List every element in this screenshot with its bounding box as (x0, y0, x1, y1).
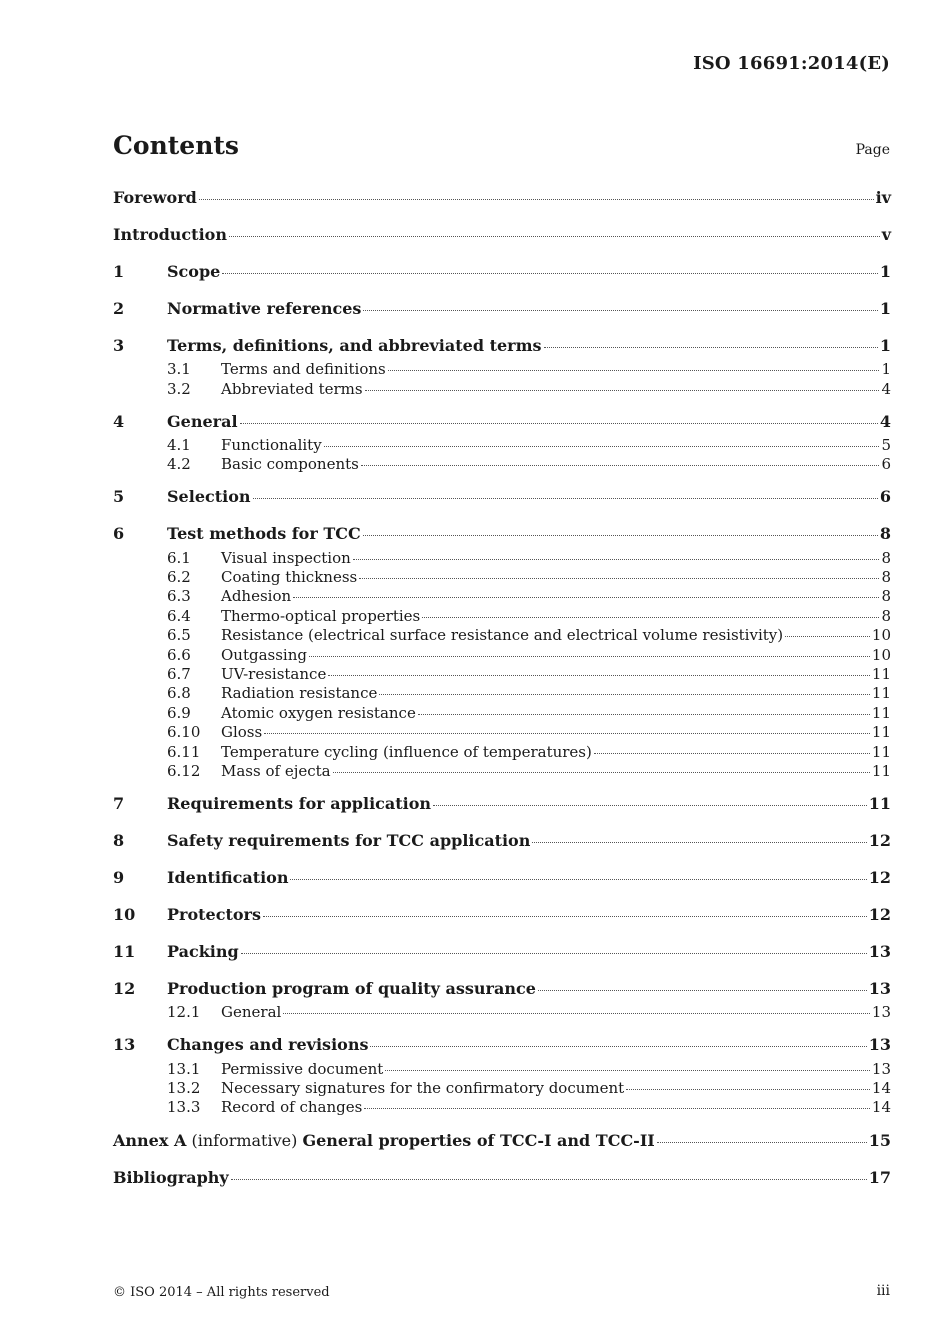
dot-leader (363, 531, 878, 536)
toc-entry-title: Bibliography (113, 1167, 229, 1187)
toc-page-number: 14 (871, 1079, 891, 1097)
toc-entry-number: 6.11 (167, 742, 201, 761)
toc-entry[interactable] (113, 1031, 891, 1059)
toc-subentry[interactable] (113, 1098, 891, 1117)
dot-leader (353, 555, 880, 560)
toc-page-number: 13 (871, 1059, 891, 1078)
dot-leader (370, 1042, 866, 1047)
toc-page-number: 13 (868, 1035, 891, 1055)
toc-entry-title: Basic components (221, 455, 359, 474)
toc-subentry[interactable] (113, 360, 891, 379)
toc-subentry[interactable] (113, 455, 891, 474)
toc-entry-number: 7 (113, 794, 125, 814)
toc-entry-title: Introduction (113, 224, 227, 244)
toc-entry-title: Selection (167, 487, 251, 507)
dot-leader (333, 768, 870, 773)
toc-page-number: 11 (871, 703, 891, 722)
toc-entry[interactable] (113, 1164, 891, 1192)
toc-subentry[interactable] (113, 587, 891, 606)
toc-page-number: 11 (871, 684, 891, 703)
toc-entry-title: Permissive document (221, 1059, 384, 1078)
toc-page-number: 13 (868, 979, 891, 999)
toc-subentry[interactable] (113, 1079, 891, 1098)
toc-entry-number: 6.5 (167, 626, 191, 645)
toc-entry-number: 6.10 (167, 723, 201, 742)
document-id: ISO 16691:2014(E) (693, 53, 890, 74)
toc-subentry[interactable] (113, 646, 891, 665)
toc-entry-title: Production program of quality assurance (167, 979, 536, 999)
toc-page-number: 8 (881, 568, 891, 587)
toc-page-number: 1 (881, 360, 891, 379)
toc-entry-title: Scope (167, 261, 221, 281)
toc-entry-title: Atomic oxygen resistance (221, 703, 416, 722)
toc-page-number: 10 (871, 645, 891, 664)
toc-entry[interactable] (113, 938, 891, 966)
page-title: Contents (113, 131, 240, 160)
toc-entry[interactable] (113, 864, 891, 892)
toc-subentry[interactable] (113, 665, 891, 684)
toc-entry-title: Radiation resistance (221, 684, 378, 703)
toc-entry-title: Coating thickness (221, 568, 358, 587)
dot-leader (290, 875, 866, 880)
toc-entry-title: Requirements for application (167, 794, 432, 814)
toc-entry[interactable] (113, 1127, 891, 1155)
toc-page-number: 8 (881, 606, 891, 625)
toc-entry-number: 6.2 (167, 568, 191, 587)
toc-subentry[interactable] (113, 436, 891, 455)
table-of-contents (113, 184, 891, 1192)
dot-leader (385, 1066, 870, 1071)
dot-leader (363, 306, 877, 311)
toc-entry-number: 12.1 (167, 1003, 201, 1022)
dot-leader (361, 461, 880, 466)
toc-entry-title: Protectors (167, 905, 261, 925)
toc-entry-number: 6.12 (167, 761, 201, 780)
toc-entry-title: Temperature cycling (influence of temperatures) (221, 742, 592, 761)
toc-entry-title: Changes and revisions (167, 1035, 369, 1055)
dot-leader (328, 671, 870, 676)
dot-leader (364, 1104, 870, 1109)
toc-page-number: 12 (868, 868, 891, 888)
toc-entry[interactable] (113, 520, 891, 548)
toc-entry-number: 13.3 (167, 1098, 201, 1117)
toc-entry[interactable] (113, 790, 891, 818)
toc-page-number: 10 (871, 626, 891, 645)
toc-subentry[interactable] (113, 380, 891, 399)
toc-entry-number: 3.2 (167, 379, 191, 398)
dot-leader (253, 494, 878, 499)
toc-entry-number: 13 (113, 1035, 136, 1055)
toc-entry[interactable] (113, 827, 891, 855)
toc-page-number: 12 (868, 831, 891, 851)
toc-subentry[interactable] (113, 723, 891, 742)
toc-page-number: 14 (871, 1098, 891, 1117)
toc-entry-title: Terms, definitions, and abbreviated terms (167, 335, 542, 355)
dot-leader (379, 690, 870, 695)
toc-entry[interactable] (113, 408, 891, 436)
dot-leader (418, 710, 870, 715)
toc-entry-title: UV-resistance (221, 664, 327, 683)
toc-entry-number: 9 (113, 868, 125, 888)
toc-entry-title: Identification (167, 868, 289, 888)
dot-leader (240, 419, 878, 424)
toc-entry-number: 6.3 (167, 587, 191, 606)
toc-page-number: 8 (879, 524, 891, 544)
toc-subentry[interactable] (113, 1003, 891, 1022)
toc-entry-title: Mass of ejecta (221, 761, 331, 780)
toc-page-number: 6 (879, 487, 891, 507)
toc-page-number: 11 (871, 742, 891, 761)
toc-subentry[interactable] (113, 549, 891, 568)
dot-leader (264, 729, 870, 734)
dot-leader (365, 386, 880, 391)
toc-entry-title: Test methods for TCC (167, 524, 361, 544)
toc-entry-number: 6.1 (167, 548, 191, 567)
toc-entry-title: Resistance (electrical surface resistance and electrical volume resistivity) (221, 626, 784, 645)
toc-subentry[interactable] (113, 762, 891, 781)
toc-entry-number: 11 (113, 942, 136, 962)
dot-leader (283, 1009, 870, 1014)
toc-entry-title: Gloss (221, 723, 263, 742)
toc-subentry[interactable] (113, 684, 891, 703)
toc-page-number: 1 (879, 298, 891, 318)
toc-entry-number: 6.9 (167, 703, 191, 722)
toc-page-number: 5 (881, 435, 891, 454)
toc-entry-number: 4 (113, 411, 125, 431)
page-number: iii (876, 1283, 890, 1299)
toc-page-number: 17 (868, 1167, 891, 1187)
toc-entry-title: Terms and definitions (221, 360, 386, 379)
toc-entry-title: General (221, 1003, 282, 1022)
toc-entry-number: 10 (113, 905, 136, 925)
toc-entry[interactable] (113, 332, 891, 360)
toc-entry-number: 6.6 (167, 645, 191, 664)
toc-entry-title: Functionality (221, 435, 322, 454)
toc-page-number: 11 (871, 664, 891, 683)
toc-entry[interactable] (113, 901, 891, 929)
toc-entry-title: Packing (167, 942, 239, 962)
toc-entry-number: 4.2 (167, 455, 191, 474)
dot-leader (324, 442, 880, 447)
toc-page-number: 13 (871, 1003, 891, 1022)
toc-page-number: v (881, 224, 891, 244)
toc-entry-number: 6.4 (167, 606, 191, 625)
toc-entry-title: Annex A (informative) General properties of TCC-I and TCC-II (113, 1130, 655, 1150)
dot-leader (657, 1138, 867, 1143)
toc-subentry[interactable] (113, 743, 891, 762)
toc-page-number: 4 (881, 379, 891, 398)
toc-page-number: 8 (881, 548, 891, 567)
dot-leader (594, 749, 870, 754)
toc-entry-title: Thermo-optical properties (221, 606, 421, 625)
toc-entry[interactable] (113, 483, 891, 511)
toc-entry-number: 4.1 (167, 435, 191, 454)
dot-leader (544, 343, 878, 348)
dot-leader (241, 949, 867, 954)
toc-entry-title: Record of changes (221, 1098, 363, 1117)
toc-entry-number: 5 (113, 487, 125, 507)
toc-subentry[interactable] (113, 704, 891, 723)
dot-leader (231, 1175, 867, 1180)
toc-page-number: 1 (879, 335, 891, 355)
dot-leader (538, 986, 867, 991)
toc-entry[interactable] (113, 221, 891, 249)
toc-entry-number: 13.1 (167, 1059, 201, 1078)
dot-leader (263, 912, 867, 917)
toc-page-number: 11 (871, 761, 891, 780)
toc-page-number: 11 (868, 794, 891, 814)
toc-entry-title: Abbreviated terms (221, 379, 363, 398)
toc-page-number: 15 (868, 1130, 891, 1150)
toc-entry-title: Safety requirements for TCC application (167, 831, 531, 851)
toc-page-number: 13 (868, 942, 891, 962)
toc-entry[interactable] (113, 184, 891, 212)
dot-leader (229, 232, 880, 237)
toc-entry[interactable] (113, 295, 891, 323)
dot-leader (626, 1085, 870, 1090)
toc-subentry[interactable] (113, 626, 891, 645)
toc-entry-number: 2 (113, 298, 125, 318)
toc-entry-title: Foreword (113, 188, 197, 207)
toc-subentry[interactable] (113, 607, 891, 626)
dot-leader (309, 652, 870, 657)
page-column-label: Page (855, 142, 890, 158)
toc-page-number: 8 (881, 587, 891, 606)
dot-leader (388, 366, 880, 371)
toc-page-number: iv (875, 188, 891, 207)
copyright-notice: © ISO 2014 – All rights reserved (113, 1285, 330, 1300)
toc-entry-number: 13.2 (167, 1079, 201, 1097)
toc-entry-number: 1 (113, 261, 125, 281)
toc-entry[interactable] (113, 258, 891, 286)
toc-subentry[interactable] (113, 1060, 891, 1079)
toc-entry-title: Adhesion (221, 587, 292, 606)
toc-entry-number: 3 (113, 335, 125, 355)
toc-page-number: 12 (868, 905, 891, 925)
toc-entry-title: Outgassing (221, 645, 307, 664)
toc-subentry[interactable] (113, 568, 891, 587)
toc-entry[interactable] (113, 975, 891, 1003)
dot-leader (293, 593, 879, 598)
dot-leader (359, 574, 879, 579)
dot-leader (199, 195, 874, 200)
toc-page-number: 1 (879, 261, 891, 281)
toc-entry-number: 3.1 (167, 360, 191, 379)
toc-entry-title: General (167, 411, 238, 431)
dot-leader (532, 838, 866, 843)
toc-page-number: 11 (871, 723, 891, 742)
toc-entry-title: Necessary signatures for the confirmatory document (221, 1079, 625, 1097)
dot-leader (222, 269, 878, 274)
toc-entry-number: 6 (113, 524, 125, 544)
dot-leader (785, 632, 870, 637)
toc-entry-title: Normative references (167, 298, 362, 318)
dot-leader (433, 801, 867, 806)
toc-page-number: 6 (881, 455, 891, 474)
toc-page-number: 4 (879, 411, 891, 431)
toc-entry-title: Visual inspection (221, 548, 351, 567)
toc-entry-number: 12 (113, 979, 136, 999)
dot-leader (422, 613, 879, 618)
toc-entry-number: 6.7 (167, 664, 191, 683)
toc-entry-number: 8 (113, 831, 125, 851)
toc-entry-number: 6.8 (167, 684, 191, 703)
